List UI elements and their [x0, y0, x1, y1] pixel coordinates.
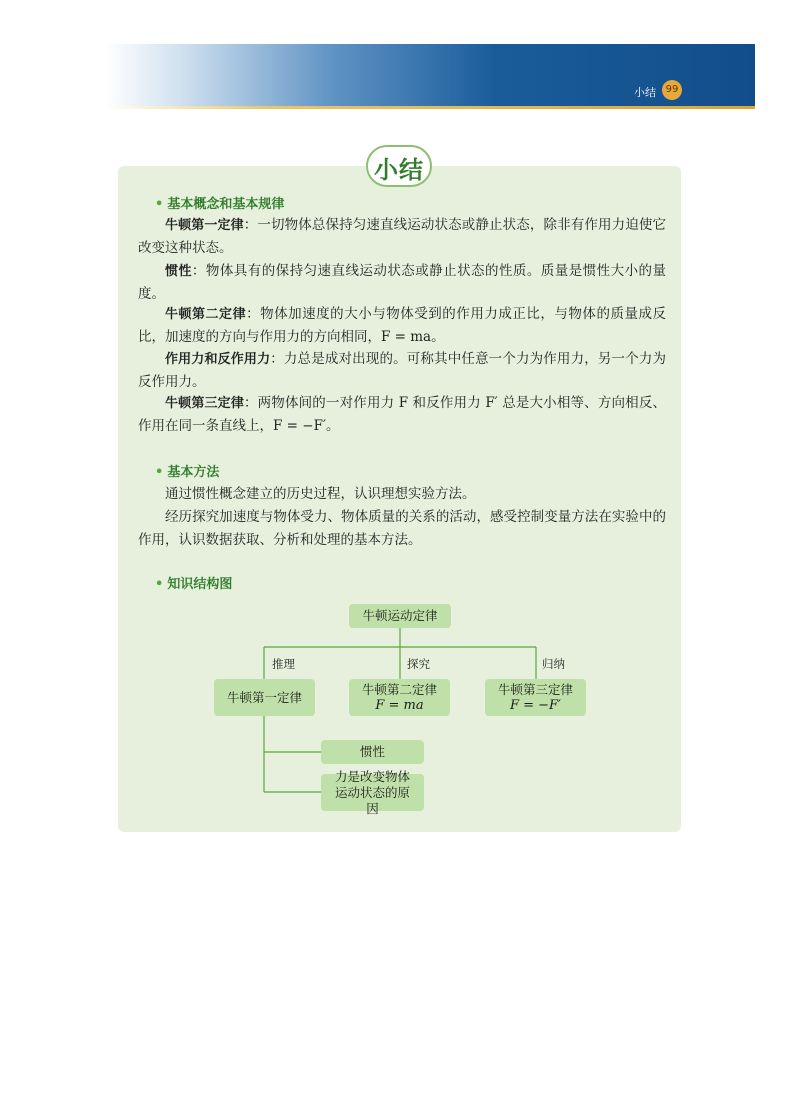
node-first-law: 牛顿第一定律: [214, 679, 315, 716]
bullet-icon: •: [155, 197, 164, 212]
header-section-label: 小结: [634, 86, 656, 99]
second-law-formula: F = ma: [375, 697, 424, 713]
term-text: ：物体具有的保持匀速直线运动状态或静止状态的性质。质量是惯性大小的量度。: [138, 263, 666, 302]
bullet-icon: •: [155, 465, 164, 480]
term-text: ：两物体间的一对作用力 F 和反作用力 F′ 总是大小相等、方向相反、作用在同一条直线上，F = −F′。: [138, 395, 666, 434]
section-heading-basics: • 基本概念和基本规律: [155, 197, 285, 212]
term-text: ：力总是成对出现的。可称其中任意一个力为作用力，另一个力为反作用力。: [138, 351, 666, 390]
third-law-formula: F = −F′: [509, 697, 562, 713]
page-number: 99: [662, 80, 682, 100]
node-root: 牛顿运动定律: [349, 604, 451, 628]
method-paragraph: 通过惯性概念建立的历史过程，认识理想实验方法。: [165, 486, 476, 502]
edge-label-inquiry: 探究: [407, 657, 430, 671]
node-force-cause: 力是改变物体运动状态的原因: [321, 774, 424, 811]
node-inertia: 惯性: [321, 740, 424, 764]
bullet-icon: •: [155, 577, 164, 592]
method-paragraph: 经历探究加速度与物体受力、物体质量的关系的活动，感受控制变量方法在实验中的作用，认识数据获取、分析和处理的基本方法。: [138, 509, 666, 548]
section-heading-structure: • 知识结构图: [155, 577, 233, 592]
term-text: ：物体加速度的大小与物体受到的作用力成正比，与物体的质量成反比，加速度的方向与作用力的方向相同，F = ma。: [138, 306, 666, 345]
term-label: 作用力和反作用力: [165, 352, 271, 367]
term-label: 牛顿第二定律: [165, 307, 247, 322]
term-label: 牛顿第三定律: [165, 396, 244, 411]
page-title: 小结: [374, 156, 424, 184]
edge-label-reasoning: 推理: [272, 657, 295, 671]
section-heading-methods: • 基本方法: [155, 465, 220, 480]
node-third-law: 牛顿第三定律 F = −F′: [485, 679, 586, 716]
node-second-law: 牛顿第二定律 F = ma: [349, 679, 450, 716]
term-text: ：一切物体总保持匀速直线运动状态或静止状态，除非有作用力迫使它改变这种状态。: [138, 217, 666, 256]
term-label: 牛顿第一定律: [165, 218, 244, 233]
term-label: 惯性: [165, 264, 192, 279]
edge-label-induction: 归纳: [542, 657, 565, 671]
